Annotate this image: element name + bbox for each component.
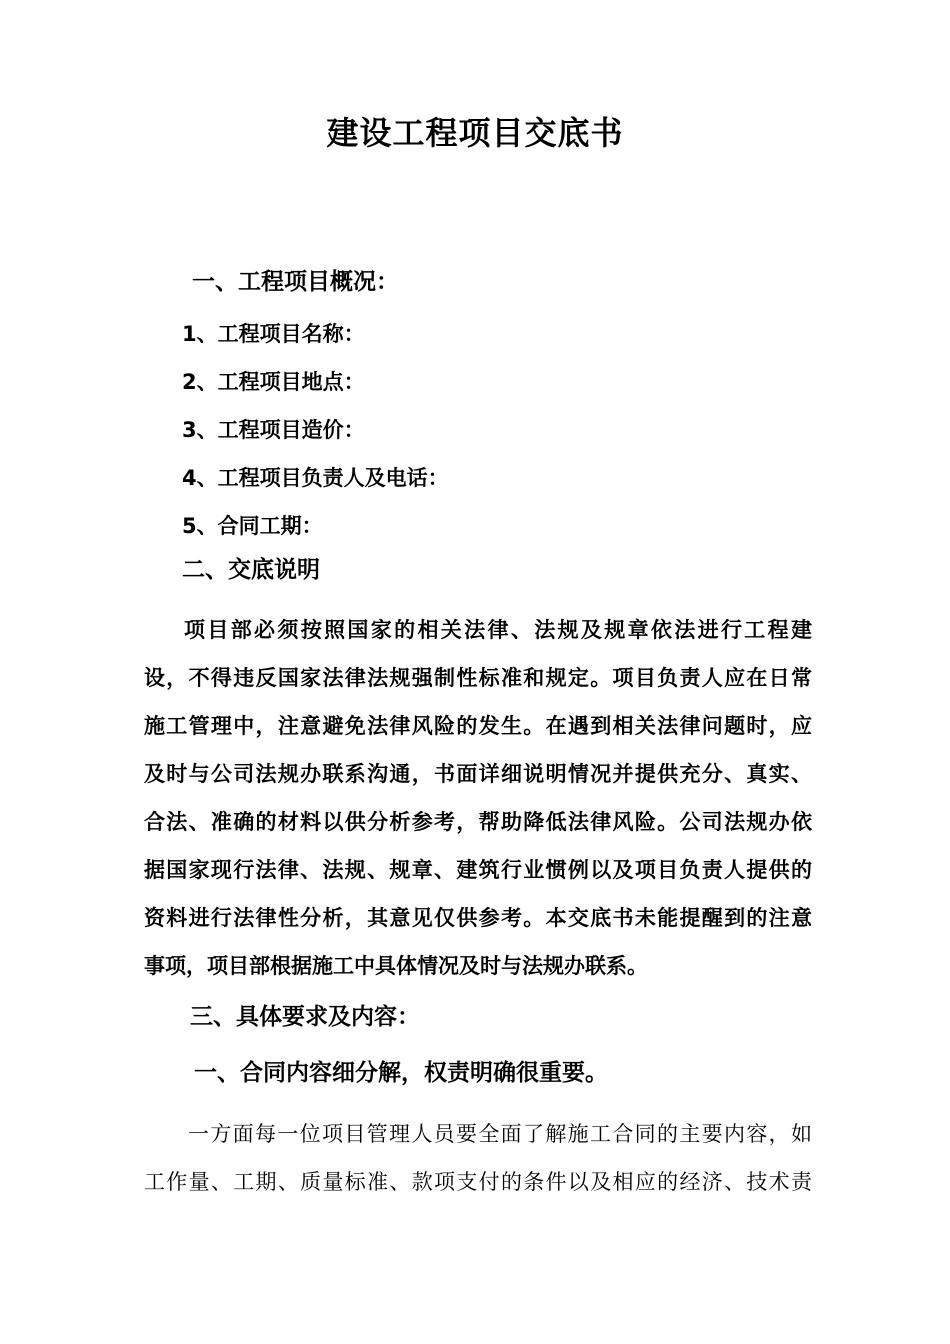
- section-heading-overview: 一、工程项目概况：: [192, 269, 399, 295]
- paragraph-line: 事项，项目部根据施工中具体情况及时与法规办联系。: [144, 954, 648, 978]
- section-heading-requirements: 三、具体要求及内容：: [190, 1004, 420, 1030]
- overview-item-location: 2、工程项目地点：: [182, 370, 365, 394]
- paragraph-line: 及时与公司法规办联系沟通，书面详细说明情况并提供充分、真实、: [144, 762, 812, 786]
- paragraph-line: 设，不得违反国家法律法规强制性标准和规定。项目负责人应在日常: [144, 666, 812, 690]
- overview-item-manager: 4、工程项目负责人及电话：: [182, 466, 449, 490]
- overview-item-cost: 3、工程项目造价：: [182, 418, 365, 442]
- document-title: 建设工程项目交底书: [326, 114, 624, 152]
- section-heading-explanation: 二、交底说明: [182, 557, 320, 583]
- paragraph-line: 据国家现行法律、法规、规章、建筑行业惯例以及项目负责人提供的: [144, 858, 812, 882]
- paragraph-line: 一方面每一位项目管理人员要全面了解施工合同的主要内容，如: [188, 1122, 812, 1146]
- paragraph-line: 工作量、工期、质量标准、款项支付的条件以及相应的经济、技术责: [144, 1170, 812, 1194]
- overview-item-name: 1、工程项目名称：: [182, 322, 365, 346]
- subsection-heading-contract: 一、合同内容细分解，权责明确很重要。: [194, 1060, 608, 1086]
- paragraph-line: 施工管理中，注意避免法律风险的发生。在遇到相关法律问题时，应: [144, 714, 812, 738]
- paragraph-line: 合法、准确的材料以供分析参考，帮助降低法律风险。公司法规办依: [144, 810, 812, 834]
- overview-item-duration: 5、合同工期：: [182, 514, 323, 538]
- paragraph-line: 资料进行法律性分析，其意见仅供参考。本交底书未能提醒到的注意: [144, 906, 812, 930]
- paragraph-line: 项目部必须按照国家的相关法律、法规及规章依法进行工程建: [184, 618, 812, 642]
